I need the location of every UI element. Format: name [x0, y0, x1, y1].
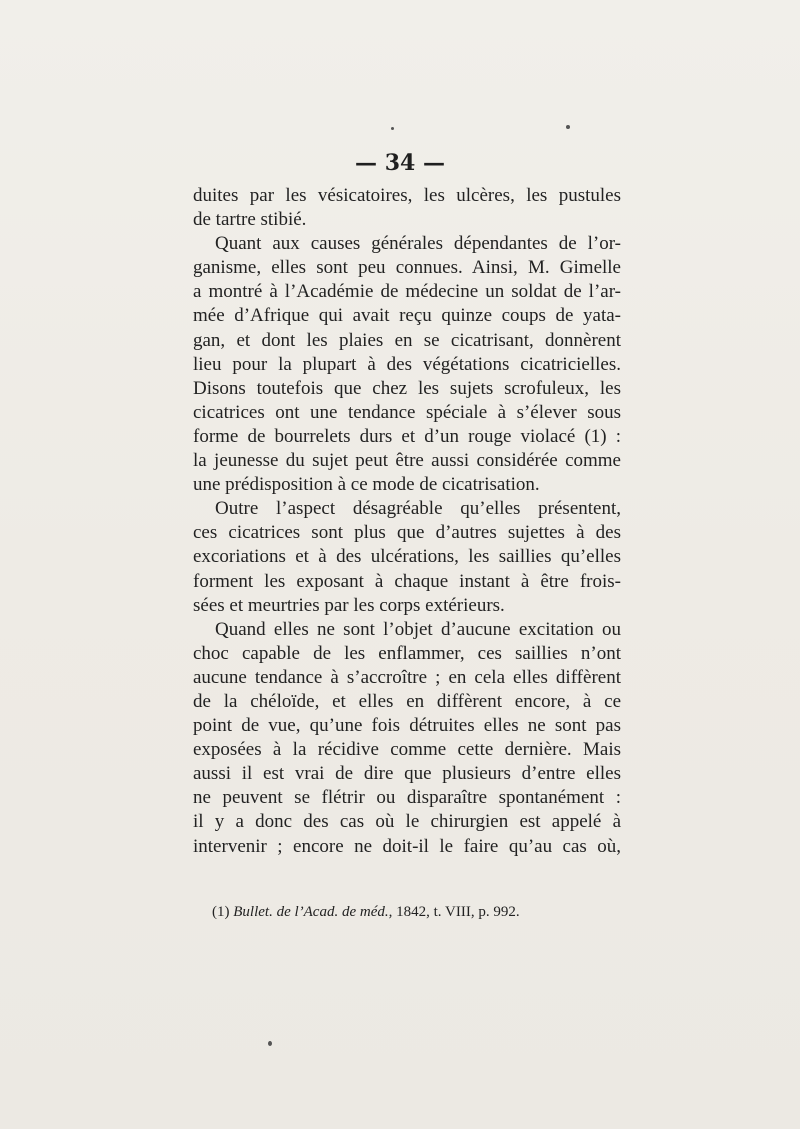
text-line: aucune tendance à s’accroître ; en cela elles diffèrent	[193, 666, 621, 688]
text-line: de la chéloïde, et elles en diffèrent encore, à ce	[193, 690, 621, 712]
paragraph-start-line: Outre l’aspect désagréable qu’elles présentent,	[215, 498, 621, 520]
text-line: a montré à l’Académie de médecine un soldat de l’ar-	[193, 281, 621, 303]
page-number: — 34 —	[355, 150, 445, 176]
paper-speck	[391, 127, 394, 130]
text-line: de tartre stibié.	[193, 209, 307, 231]
text-line: sées et meurtries par les corps extérieurs.	[193, 594, 505, 616]
text-line: exposées à la récidive comme cette dernière. Mais	[193, 739, 621, 761]
paragraph-start-line: Quand elles ne sont l’objet d’aucune excitation ou	[215, 618, 621, 640]
footnote-marker: (1)	[212, 904, 230, 920]
footnote-details: 1842, t. VIII, p. 992.	[396, 904, 520, 920]
paragraph-start-line: Quant aux causes générales dépendantes de l’or-	[215, 233, 621, 255]
text-line: ces cicatrices sont plus que d’autres sujettes à des	[193, 522, 621, 544]
text-line: duites par les vésicatoires, les ulcères, les pustules	[193, 185, 621, 206]
paper-speck	[268, 1041, 272, 1046]
text-line: forme de bourrelets durs et d’un rouge violacé (1) :	[193, 425, 621, 447]
text-line: il y a donc des cas où le chirurgien est appelé à	[193, 811, 621, 833]
text-line: aussi il est vrai de dire que plusieurs d’entre elles	[193, 763, 621, 785]
text-line: Disons toutefois que chez les sujets scrofuleux, les	[193, 377, 621, 399]
text-line: choc capable de les enflammer, ces saillies n’ont	[193, 642, 621, 664]
text-line: intervenir ; encore ne doit-il le faire qu’au cas où,	[193, 835, 621, 857]
text-line: excoriations et à des ulcérations, les saillies qu’elles	[193, 546, 621, 568]
text-line: la jeunesse du sujet peut être aussi considérée comme	[193, 450, 621, 472]
body-text	[193, 184, 621, 859]
text-line: une prédisposition à ce mode de cicatrisation.	[193, 474, 540, 496]
text-line: forment les exposant à chaque instant à être frois-	[193, 570, 621, 592]
paper-speck	[566, 125, 570, 129]
text-line: point de vue, qu’une fois détruites elles ne sont pas	[193, 715, 621, 737]
text-line: ganisme, elles sont peu connues. Ainsi, M. Gimelle	[193, 257, 621, 279]
footnote	[212, 904, 612, 921]
text-line: lieu pour la plupart à des végétations cicatricielles.	[193, 353, 621, 375]
text-line: ne peuvent se flétrir ou disparaître spontanément :	[193, 787, 621, 809]
text-line: mée d’Afrique qui avait reçu quinze coups de yata-	[193, 305, 621, 327]
text-line: cicatrices ont une tendance spéciale à s’élever sous	[193, 401, 621, 423]
footnote-source: Bullet. de l’Acad. de méd.,	[233, 904, 393, 920]
text-line: gan, et dont les plaies en se cicatrisant, donnèrent	[193, 329, 621, 351]
